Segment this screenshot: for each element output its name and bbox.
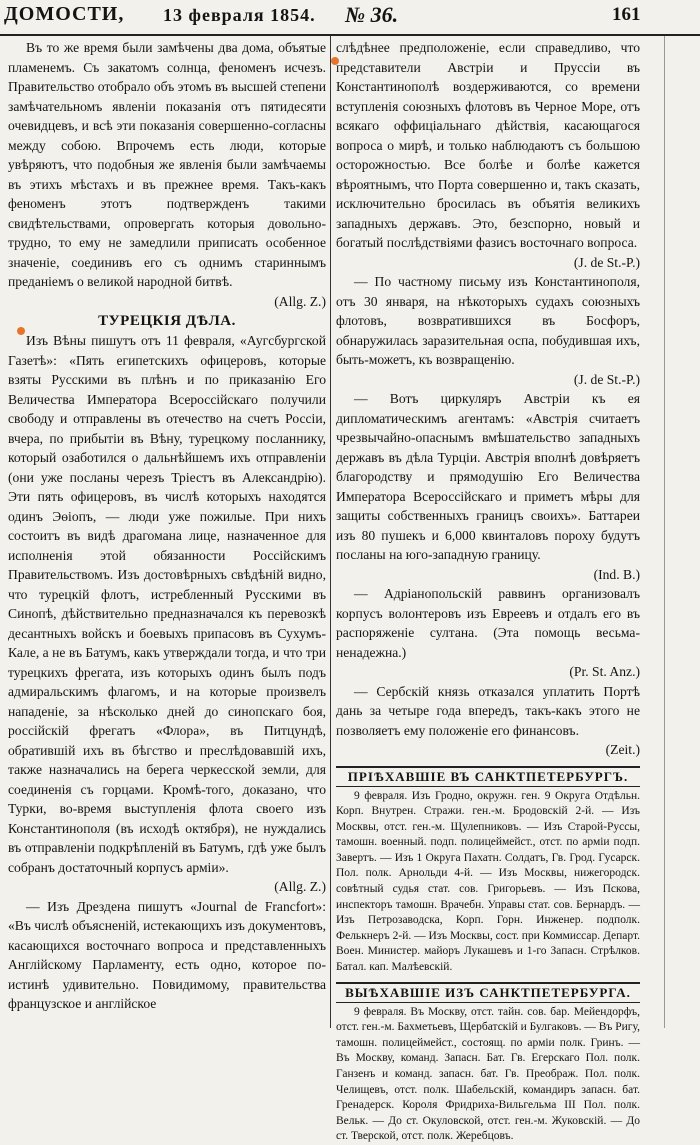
departures-title: ВЫѢХАВШІЕ ИЗЪ САНКТПЕТЕРБУРГА. [336, 982, 640, 1003]
article-source: (Allg. Z.) [274, 879, 326, 894]
departures-text: 9 февраля. Въ Москву, отст. тайн. сов. бар. Мейендорфъ, отст. ген.-м. Бахметьевъ, Щербатскій и Булгаковъ. — Въ Ригу, тамошн. полицеймейст., состоящ. по арміи полк. Гринъ. — Въ Москву, команд. Запасн. Бат. Гв. Егерскаго Пол. полк. Ганзенъ и команд. запасн. бат. Гв. Преображ. Пол. полк. Челищевъ, отст. полк. Шабельскій, командиръ запасн. бат. Гренадерск. Короля Фридриха-Вильгельма III Пол. полк. Вельк. — До ст. Окуловской, отст. ген.-м. Жуковскій. — До ст. Тверской, отст. полк. Жеребцовъ. [336, 1005, 640, 1143]
article-paragraph: — Сербскій князь отказался уплатить Портѣ дань за четыре года впередъ, такъ-какъ этого не позволяетъ ему положеніе его финансовъ. [336, 683, 640, 738]
article-paragraph: слѣдѣнее предположеніе, если справедливо, что представители Австріи и Пруссіи въ Константинополѣ воздерживаются, со времени вступленія союзныхъ флотовъ въ Черное Море, отъ всякаго оффиціальнаго дѣйствія, касающагося вопроса о мирѣ, и только наблюдаютъ съ большою осторожностью. Все болѣе и болѣе кажется вѣроятнымъ, что Порта совершенно и, такъ сказать, исключительно бросилась въ объятія великихъ западныхъ державъ. Это, безспорно, новый и богатый послѣдствіями фазисъ восточнаго вопроса. [336, 40, 640, 250]
article-paragraph: — Вотъ циркуляръ Австріи къ ея дипломатическимъ агентамъ: «Австрія считаетъ чрезвычайно-опаснымъ вмѣшательство западныхъ державъ въ дѣла Турціи. Австрія вполнѣ довѣряетъ благородству и прямодушію Его Величества Императора Всероссійскаго и приметъ мѣры для защиты собственныхъ границъ своихъ». Баттареи изъ 80 пушекъ и 6,000 квинталовъ пороху будутъ посланы на юго-западную границу. [336, 391, 640, 562]
article-paragraph: — Изъ Дрездена пишутъ «Journal de Francfort»: «Въ числѣ объясненій, истекающихъ изъ документовъ, касающихся восточнаго вопроса и представленныхъ Англійскому Парламенту, есть одно, которое по-истинѣ удивительно. Повидимому, правительства французское и англійское [8, 898, 326, 1011]
departures-list [336, 1005, 640, 1145]
header-date: 13 февраля 1854. [163, 5, 316, 25]
header-issue-number: № 36. [345, 2, 399, 27]
article-source: (Pr. St. Anz.) [569, 664, 640, 679]
column-divider [330, 36, 331, 1028]
article-source: (Zeit.) [605, 742, 640, 757]
arrivals-text: 9 февраля. Изъ Гродно, окружн. ген. 9 Округа Отдѣльн. Корп. Внутрен. Стражи. ген.-м. Бродовскій 2-й. — Изъ Москвы, отст. ген.-м. Щулепниковъ. — Изъ Старой-Руссы, тамошн. военный. подп. полицеймейст., отст. по арміи подп. Завертъ. — Изъ 1 Округа Пахатн. Солдатъ, Гв. Грод. Гусарск. Пол. полк. Арнольди 4-й. — Изъ Москвы, нижегородск. совѣтный судья стат. сов. Григорьевъ. — Изъ Пскова, инспекторъ тамошн. Врачебн. Управы стат. сов. Бернардъ. — Изъ Петрозаводска, Корп. Горн. Инженер. подполк. Фелькнеръ 2-й. — Изъ Москвы, сост. при Коммиссар. Департ. Воен. Министер. майоръ Лукашевъ и 1-го Запасн. Стрѣлков. Батал. кап. Малѣевскій. [336, 789, 640, 974]
page-header [0, 0, 700, 36]
margin-rule [664, 36, 665, 1028]
header-title: ДОМОСТИ, [4, 3, 125, 25]
left-column [8, 38, 326, 1028]
article-source: (J. de St.-P.) [573, 371, 640, 387]
right-column [336, 38, 640, 1143]
article-paragraph: — Адріанопольскій раввинъ организовалъ корпусъ волонтеровъ изъ Евреевъ и отдалъ его въ распоряженіе султана. (Эта помощь весьма-ненадежна.) [336, 586, 640, 660]
arrivals-list [336, 789, 640, 976]
section-title: ТУРЕЦКІЯ ДѢЛА. [98, 313, 236, 329]
article-paragraph: Изъ Вѣны пишутъ отъ 11 февраля, «Аугсбургской Газетѣ»: «Пять египетскихъ офицеровъ, которые взяты Русскими въ плѣнъ и по приказанію Его Величества Императора Всероссійскаго получили свободу и отправлены въ отечество на счетъ Россіи, вчера, по прибытіи въ Вѣну, турецкому посланнику, который озаботился о дальнѣйшемъ ихъ отправленіи (они уже посланы черезъ Тріестъ въ Александрію). Эти пять офицеровъ, въ числѣ которыхъ находятся одинъ Эѳіопъ, — люди уже пожилые. При нихъ состоитъ въ видѣ драгомана лице, назначенное для исполненія этой обязанности Россійскимъ Правительствомъ. Изъ достовѣрныхъ свѣдѣній видно, что турецкій флотъ, истребленный Русскими въ Синопѣ, дѣйствительно предназначался къ перевозкѣ десантныхъ войскъ и боевыхъ припасовъ въ Сухумъ-Кале, а не въ Батумъ, какъ утверждали тогда, и что три турецкихъ фрегата, изъ которыхъ одинъ былъ подъ адмиральскимъ флагомъ, и на которые произвелъ нападеніе, за нѣсколько дней до синопскаго боя, россійскій фрегатъ «Флора», въ Питцундѣ, обратившій ихъ въ бѣгство и преслѣдовавшій ихъ, также назначались на берега черкесской земли, для соединенія съ горцами. Кромѣ-того, доказано, что Турки, во-время выступленія флота своего изъ Константинополя (въ исходѣ октября), не нуждались въ отправленіи подкрѣпленій въ Батумъ, гдѣ уже былъ собранъ достаточный корпусъ арміи». [8, 333, 326, 875]
article-source: (Ind. B.) [593, 566, 640, 582]
header-page-number: 161 [612, 4, 641, 25]
article-source: (J. de St.-P.) [573, 254, 640, 270]
article-paragraph: Въ то же время были замѣчены два дома, объятые пламенемъ. Съ закатомъ солнца, феноменъ исчезъ. Правительство отобрало объ этомъ въ высшей степени замѣчательномъ явленіи показанія отъ пятидесяти очевидцевъ, и всѣ эти показанія совершенно-согласны между собою. Впрочемъ есть люди, которые увѣряютъ, что подобныя же явленія были замѣчаемы въ этихъ мѣстахъ и въ прежнее время. Такъ-какъ феноменъ этотъ подтвержденъ такими свидѣтельствами, опровергать которыя довольно-трудно, то ему не замедлили приписать особенное значеніе, соединивъ его съ однимъ стариннымъ преданіемъ о великой народной битвѣ. [8, 40, 326, 289]
arrivals-title: ПРІѢХАВШІЕ ВЪ САНКТПЕТЕРБУРГЪ. [336, 766, 640, 787]
article-source: (Allg. Z.) [274, 293, 326, 309]
article-paragraph: — По частному письму изъ Константинополя, отъ 30 января, на нѣкоторыхъ судахъ союзныхъ флотовъ, возвратившихся въ Босфоръ, обнаружилась заразительная оспа, побудившая ихъ, быть-можетъ, къ возвращенію. [336, 274, 640, 367]
